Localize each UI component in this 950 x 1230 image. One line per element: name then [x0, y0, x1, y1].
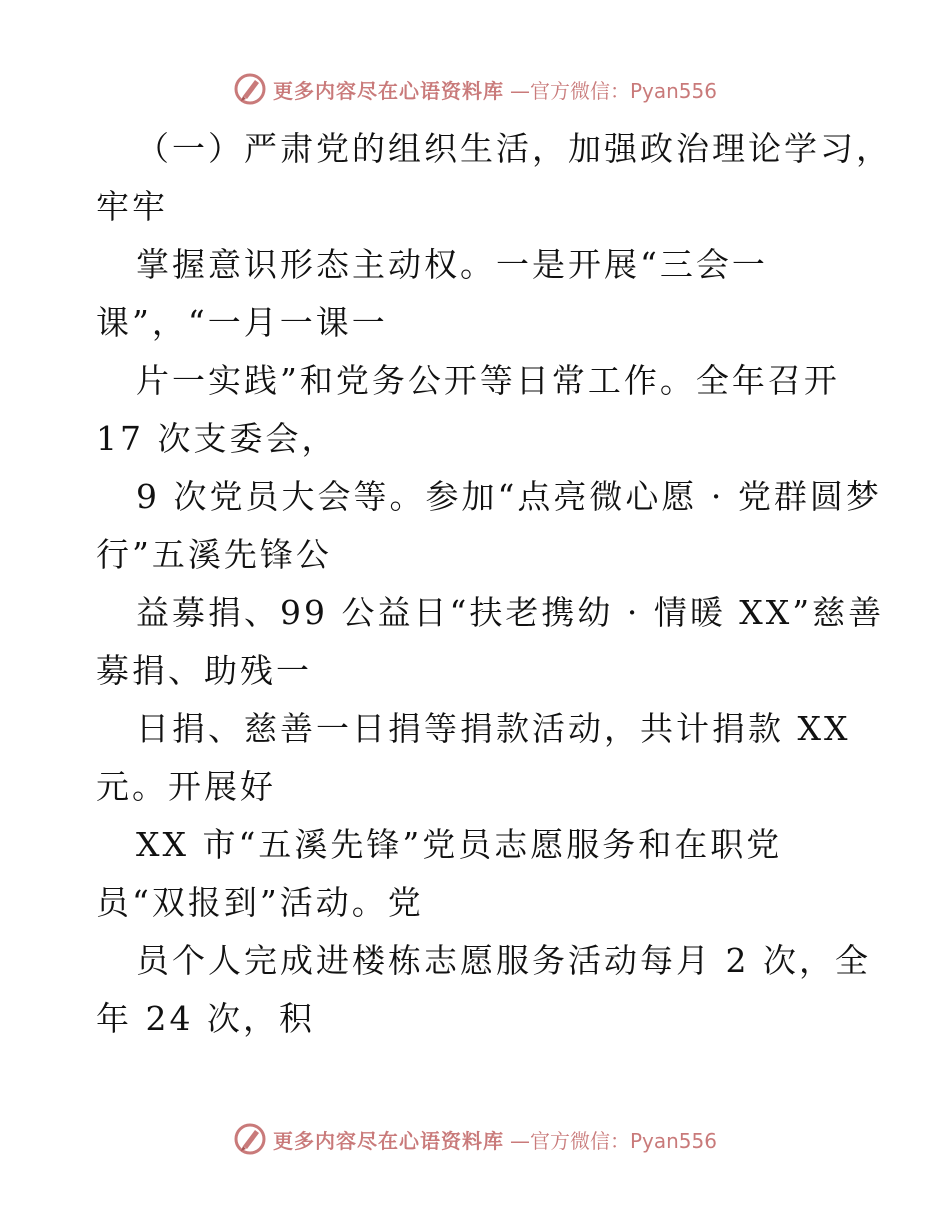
body-line: （一）严肃党的组织生活，加强政治理论学习， — [136, 129, 892, 168]
watermark-sub-text: —官方微信：Pyan556 — [509, 78, 717, 103]
body-line: 行”五溪先锋公 — [96, 535, 332, 574]
body-line: 募捐、助残一 — [96, 651, 312, 690]
body-line: 9 次党员大会等。参加“点亮微心愿 · 党群圆梦 — [136, 477, 882, 516]
watermark-main-text: 更多内容尽在心语资料库 — [272, 1128, 504, 1153]
body-line: XX 市“五溪先锋”党员志愿服务和在职党 — [136, 825, 783, 864]
body-line: 17 次支委会， — [96, 419, 338, 458]
body-line: 牢牢 — [96, 187, 168, 226]
body-line: 年 24 次，积 — [96, 999, 315, 1038]
pen-logo-icon — [233, 72, 267, 106]
pen-logo-icon — [233, 1122, 267, 1156]
body-line: 元。开展好 — [96, 767, 276, 806]
body-line: 掌握意识形态主动权。一是开展“三会一 — [136, 245, 768, 284]
document-body — [96, 120, 892, 1048]
body-line: 员“双报到”活动。党 — [96, 883, 424, 922]
header-watermark — [0, 72, 950, 106]
body-line: 日捐、慈善一日捐等捐款活动，共计捐款 XX — [136, 709, 851, 748]
body-line: 益募捐、99 公益日“扶老携幼 · 情暖 XX”慈善 — [136, 593, 885, 632]
watermark-sub-text: —官方微信：Pyan556 — [509, 1128, 717, 1153]
footer-watermark — [0, 1122, 950, 1156]
watermark-main-text: 更多内容尽在心语资料库 — [272, 78, 504, 103]
body-line: 课”，“一月一课一 — [96, 303, 388, 342]
body-line: 员个人完成进楼栋志愿服务活动每月 2 次，全 — [136, 941, 871, 980]
body-line: 片一实践”和党务公开等日常工作。全年召开 — [136, 361, 840, 400]
